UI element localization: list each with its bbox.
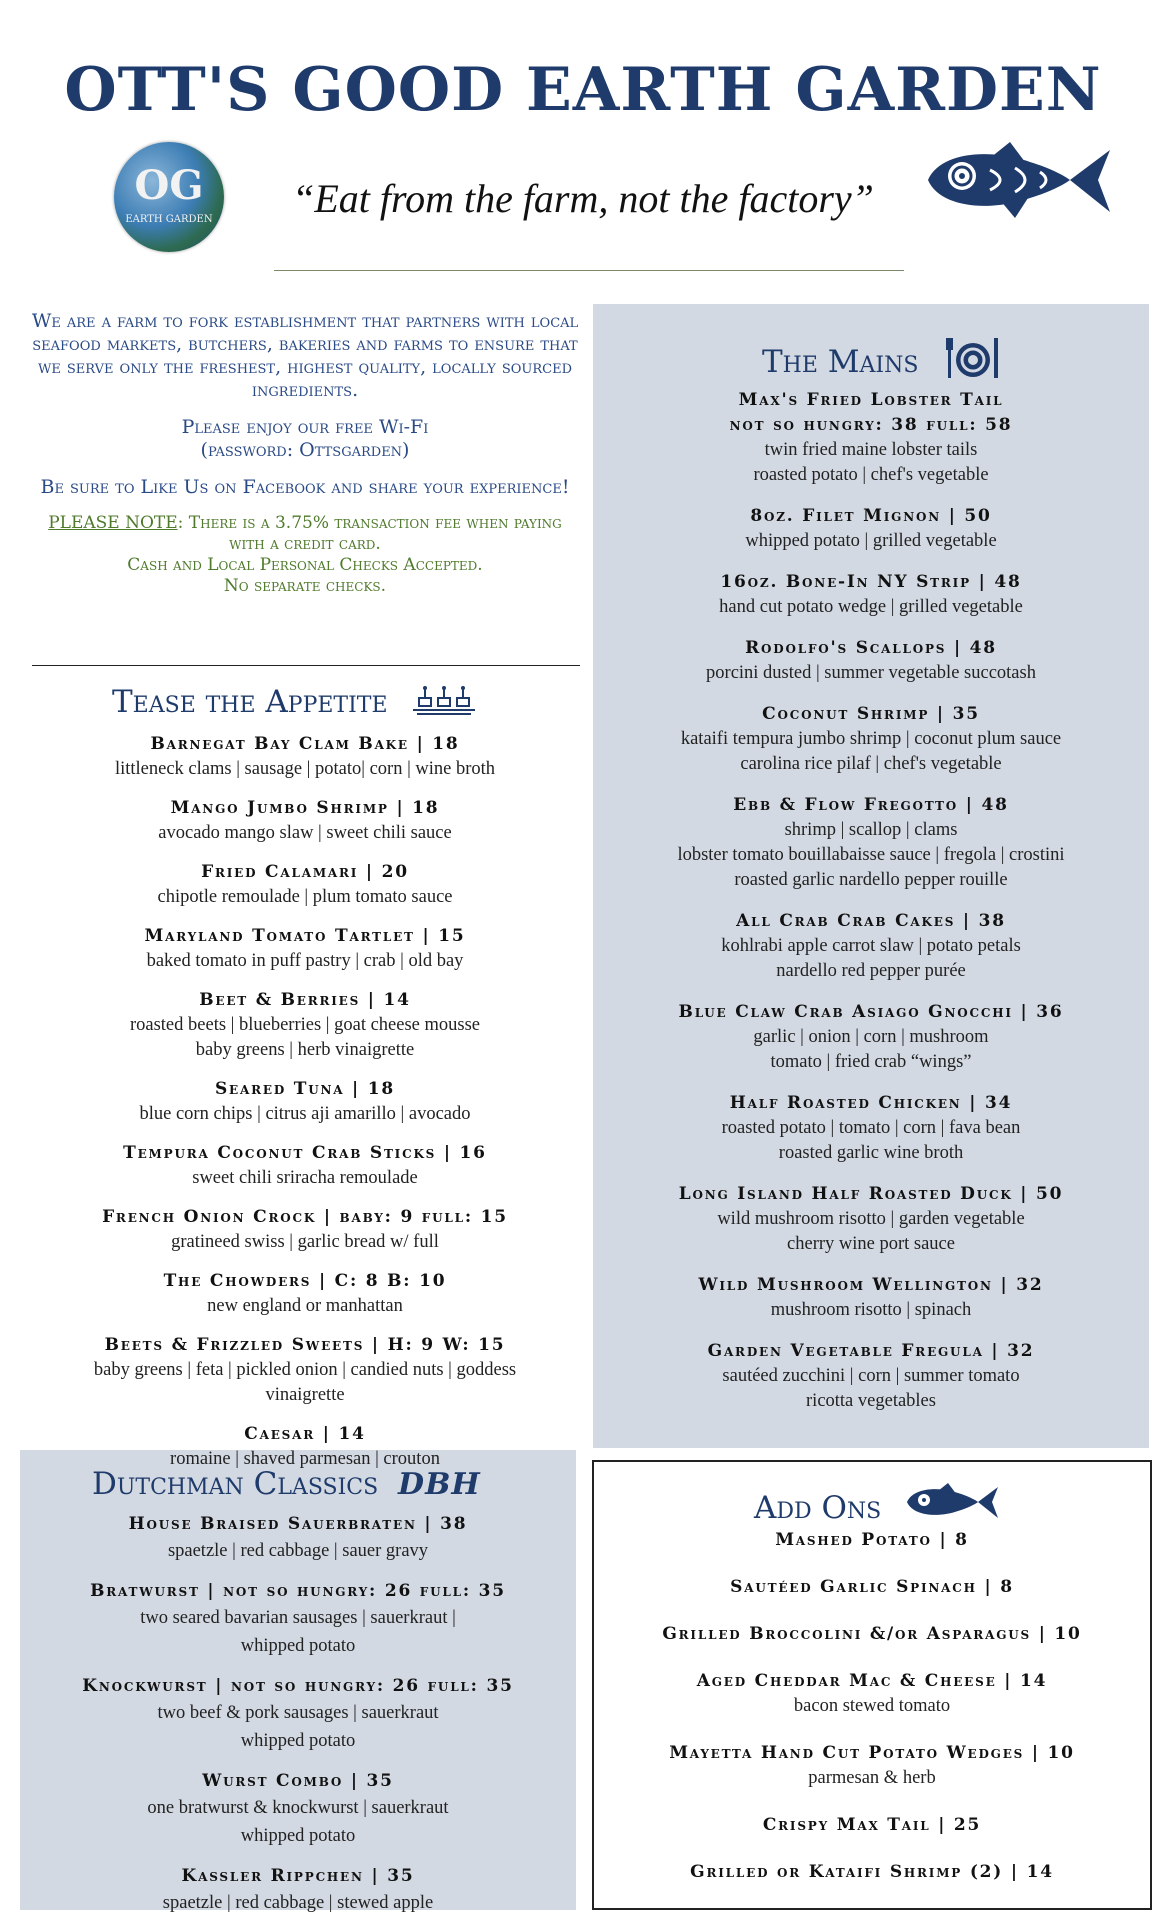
header-divider bbox=[274, 270, 904, 271]
menu-item bbox=[20, 1864, 576, 1917]
menu-item bbox=[30, 1077, 580, 1127]
item-description: cherry wine port sauce bbox=[787, 1234, 955, 1254]
item-name: Mayetta Hand Cut Potato Wedges | 10 bbox=[669, 1743, 1075, 1763]
item-description: spaetzle | red cabbage | sauer gravy bbox=[167, 1541, 429, 1561]
item-name: Rodolfo's Scallops | 48 bbox=[745, 638, 997, 658]
item-description: wild mushroom risotto | garden vegetable bbox=[717, 1209, 1025, 1229]
item-name: Blue Claw Crab Asiago Gnocchi | 36 bbox=[678, 1002, 1064, 1022]
item-description: roasted potato | tomato | corn | fava bean bbox=[721, 1118, 1021, 1138]
menu-item bbox=[30, 988, 580, 1063]
item-name: Wurst Combo | 35 bbox=[202, 1771, 394, 1791]
appetizer-platter-icon bbox=[411, 684, 477, 716]
item-description: whipped potato | grilled vegetable bbox=[745, 531, 997, 551]
item-description: vinaigrette bbox=[265, 1385, 345, 1405]
item-name: Grilled or Kataifi Shrimp (2) | 14 bbox=[690, 1862, 1054, 1882]
menu-item bbox=[594, 1622, 1150, 1647]
fish-icon bbox=[903, 1482, 1003, 1522]
menu-item bbox=[593, 1339, 1149, 1414]
menu-item bbox=[593, 636, 1149, 686]
item-name: Caesar | 14 bbox=[244, 1424, 366, 1444]
item-description: roasted potato | chef's vegetable bbox=[753, 465, 989, 485]
item-name: Seared Tuna | 18 bbox=[214, 1079, 396, 1099]
item-description: bacon stewed tomato bbox=[793, 1696, 951, 1716]
menu-item bbox=[594, 1813, 1150, 1838]
about-text: We are a farm to fork establishment that partners with local seafood markets, butchers, bakeries and farms to ensure that we serve only the freshest, highest quality, locally sourced ingredients. bbox=[31, 310, 579, 401]
item-description: romaine | shaved parmesan | crouton bbox=[170, 1449, 440, 1469]
item-description: mushroom risotto | spinach bbox=[770, 1300, 972, 1320]
menu-item bbox=[30, 796, 580, 846]
item-name: Beets & Frizzled Sweets | H: 9 W: 15 bbox=[104, 1335, 506, 1355]
item-description: baby greens | herb vinaigrette bbox=[195, 1040, 415, 1060]
item-description: roasted garlic wine broth bbox=[778, 1143, 964, 1163]
item-description: porcini dusted | summer vegetable succotash bbox=[706, 663, 1036, 683]
item-name: Mashed Potato | 8 bbox=[775, 1530, 969, 1550]
item-description: sautéed zucchini | corn | summer tomato bbox=[722, 1366, 1020, 1386]
item-description: blue corn chips | citrus aji amarillo | avocado bbox=[139, 1104, 471, 1124]
item-description: roasted garlic nardello pepper rouille bbox=[734, 870, 1008, 890]
item-name: House Braised Sauerbraten | 38 bbox=[128, 1514, 468, 1534]
item-name: Wild Mushroom Wellington | 32 bbox=[698, 1275, 1044, 1295]
payment-line: Cash and Local Personal Checks Accepted. bbox=[127, 555, 483, 575]
item-name: Aged Cheddar Mac & Cheese | 14 bbox=[696, 1671, 1048, 1691]
item-name: 16oz. Bone-In NY Strip | 48 bbox=[720, 572, 1022, 592]
item-name: Beet & Berries | 14 bbox=[199, 990, 411, 1010]
item-name: French Onion Crock | baby: 9 full: 15 bbox=[102, 1207, 508, 1227]
item-description: one bratwurst & knockwurst | sauerkraut bbox=[147, 1798, 449, 1818]
item-name: All Crab Crab Cakes | 38 bbox=[736, 911, 1006, 931]
menu-item bbox=[30, 1141, 580, 1191]
item-name: Long Island Half Roasted Duck | 50 bbox=[678, 1184, 1064, 1204]
item-description: whipped potato bbox=[240, 1731, 356, 1751]
wifi-text bbox=[30, 416, 580, 462]
appetizers-list bbox=[30, 732, 580, 1486]
restaurant-title: OTT'S GOOD EARTH GARDEN bbox=[64, 55, 1102, 125]
item-name: Kassler Rippchen | 35 bbox=[181, 1866, 415, 1886]
dbh-badge: DBH bbox=[398, 1467, 481, 1502]
item-name: Garden Vegetable Fregula | 32 bbox=[707, 1341, 1035, 1361]
menu-item bbox=[20, 1579, 576, 1660]
item-description: two seared bavarian sausages | sauerkraut | bbox=[140, 1608, 456, 1628]
mains-title: The Mains bbox=[762, 344, 919, 380]
logo-subtext: EARTH GARDEN bbox=[125, 214, 213, 225]
addons-heading bbox=[754, 1482, 1003, 1526]
item-name: Half Roasted Chicken | 34 bbox=[729, 1093, 1013, 1113]
item-name: Maryland Tomato Tartlet | 15 bbox=[144, 926, 466, 946]
dutchman-list bbox=[20, 1512, 576, 1920]
menu-item bbox=[20, 1674, 576, 1755]
logo-letters: OG bbox=[134, 162, 204, 209]
item-description: baby greens | feta | pickled onion | candied nuts | goddess bbox=[93, 1360, 517, 1380]
item-name: Tempura Coconut Crab Sticks | 16 bbox=[123, 1143, 487, 1163]
appetizers-title: Tease the Appetite bbox=[112, 684, 388, 720]
item-description: tomato | fried crab “wings” bbox=[770, 1052, 972, 1072]
item-name: Coconut Shrimp | 35 bbox=[762, 704, 980, 724]
item-description: nardello red pepper purée bbox=[776, 961, 966, 981]
menu-item bbox=[20, 1769, 576, 1850]
item-name: Knockwurst | not so hungry: 26 full: 35 bbox=[82, 1676, 514, 1696]
addons-title: Add Ons bbox=[754, 1490, 882, 1526]
item-description: baked tomato in puff pastry | crab | old bay bbox=[146, 951, 464, 971]
item-description: kohlrabi apple carrot slaw | potato petals bbox=[721, 936, 1021, 956]
item-description: shrimp | scallop | clams bbox=[784, 820, 958, 840]
item-name: Barnegat Bay Clam Bake | 18 bbox=[150, 734, 460, 754]
menu-item bbox=[594, 1860, 1150, 1885]
note-text: : There is a 3.75% transaction fee when paying with a credit card. bbox=[177, 513, 562, 554]
item-description: twin fried maine lobster tails bbox=[764, 440, 978, 460]
menu-item bbox=[30, 1269, 580, 1319]
item-description: whipped potato bbox=[240, 1826, 356, 1846]
menu-item bbox=[593, 1182, 1149, 1257]
payment-note bbox=[30, 513, 580, 597]
item-name: Fried Calamari | 20 bbox=[201, 862, 409, 882]
item-description: spaetzle | red cabbage | stewed apple bbox=[162, 1893, 434, 1913]
item-description: ricotta vegetables bbox=[806, 1391, 936, 1411]
menu-item bbox=[593, 1273, 1149, 1323]
item-name: Mango Jumbo Shrimp | 18 bbox=[170, 798, 440, 818]
item-description: parmesan & herb bbox=[808, 1768, 936, 1788]
item-description: hand cut potato wedge | grilled vegetable bbox=[719, 597, 1023, 617]
item-name: Bratwurst | not so hungry: 26 full: 35 bbox=[90, 1581, 506, 1601]
mains-list bbox=[593, 388, 1149, 1430]
wifi-password: (password: Ottsgarden) bbox=[200, 439, 410, 461]
plate-fork-knife-icon bbox=[946, 334, 1000, 380]
menu-item bbox=[593, 570, 1149, 620]
appetizers-heading bbox=[112, 684, 477, 720]
item-description: littleneck clams | sausage | potato| corn | wine broth bbox=[114, 759, 496, 779]
item-name: The Chowders | C: 8 B: 10 bbox=[163, 1271, 447, 1291]
item-name: Ebb & Flow Fregotto | 48 bbox=[733, 795, 1009, 815]
item-description: roasted beets | blueberries | goat cheese mousse bbox=[129, 1015, 481, 1035]
menu-item bbox=[593, 793, 1149, 893]
menu-item bbox=[30, 1205, 580, 1255]
menu-item bbox=[593, 702, 1149, 777]
menu-item bbox=[594, 1669, 1150, 1719]
menu-item bbox=[593, 504, 1149, 554]
dutchman-title: Dutchman Classics bbox=[92, 1466, 379, 1502]
facebook-text: Be sure to Like Us on Facebook and share your experience! bbox=[40, 476, 570, 498]
item-description: kataifi tempura jumbo shrimp | coconut plum sauce bbox=[680, 729, 1062, 749]
menu-item bbox=[30, 1333, 580, 1408]
tagline: “Eat from the farm, not the factory” bbox=[292, 176, 874, 221]
menu-item bbox=[594, 1528, 1150, 1553]
note-label: PLEASE NOTE bbox=[48, 513, 178, 533]
item-description: chipotle remoulade | plum tomato sauce bbox=[157, 887, 453, 907]
menu-item bbox=[30, 1422, 580, 1472]
item-description: garlic | onion | corn | mushroom bbox=[753, 1027, 989, 1047]
item-description: sweet chili sriracha remoulade bbox=[192, 1168, 418, 1188]
item-name: Sautéed Garlic Spinach | 8 bbox=[730, 1577, 1014, 1597]
menu-item bbox=[593, 909, 1149, 984]
item-name: Grilled Broccolini &/or Asparagus | 10 bbox=[662, 1624, 1082, 1644]
item-description: carolina rice pilaf | chef's vegetable bbox=[740, 754, 1002, 774]
item-description: two beef & pork sausages | sauerkraut bbox=[157, 1703, 439, 1723]
menu-item bbox=[30, 860, 580, 910]
menu-item bbox=[30, 924, 580, 974]
menu-item bbox=[593, 1091, 1149, 1166]
item-name: Max's Fried Lobster Tail bbox=[738, 390, 1004, 410]
item-description: whipped potato bbox=[240, 1636, 356, 1656]
mains-heading bbox=[762, 334, 1000, 380]
intro-block bbox=[30, 310, 580, 597]
item-description: lobster tomato bouillabaisse sauce | fregola | crostini bbox=[677, 845, 1065, 865]
menu-item bbox=[30, 732, 580, 782]
intro-divider bbox=[32, 665, 580, 666]
menu-item bbox=[594, 1575, 1150, 1600]
menu-item bbox=[20, 1512, 576, 1565]
menu-item bbox=[594, 1741, 1150, 1791]
item-description: avocado mango slaw | sweet chili sauce bbox=[158, 823, 452, 843]
menu-item bbox=[593, 1000, 1149, 1075]
fish-icon bbox=[920, 140, 1120, 220]
item-name: Crispy Max Tail | 25 bbox=[762, 1815, 982, 1835]
separate-checks: No separate checks. bbox=[223, 576, 387, 596]
item-price: not so hungry: 38 full: 58 bbox=[729, 415, 1013, 435]
item-name: 8oz. Filet Mignon | 50 bbox=[750, 506, 992, 526]
menu-item bbox=[593, 388, 1149, 488]
item-description: new england or manhattan bbox=[207, 1296, 403, 1316]
item-description: gratineed swiss | garlic bread w/ full bbox=[171, 1232, 439, 1252]
wifi-line: Please enjoy our free Wi-Fi bbox=[181, 416, 429, 438]
addons-list bbox=[594, 1528, 1150, 1885]
